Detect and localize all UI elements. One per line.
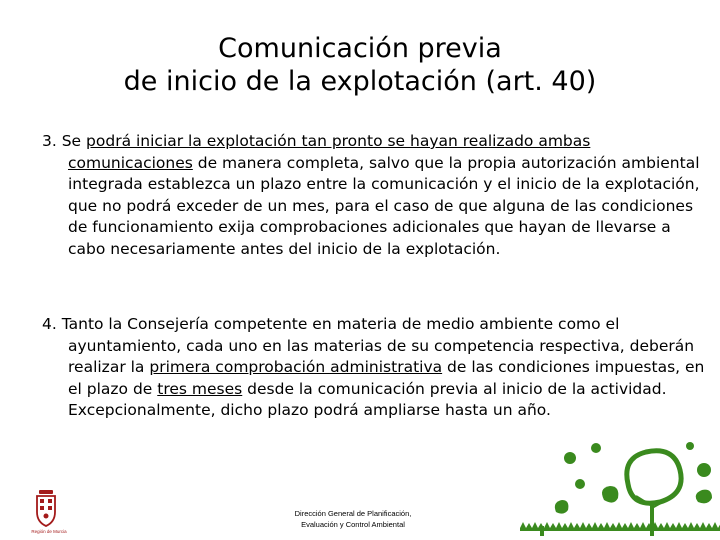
slide-title-line-2: de inicio de la explotación (art. 40) [123,66,597,97]
decorative-green-tree-illustration [500,440,720,540]
footer-line-2: Evaluación y Control Ambiental [301,520,405,529]
paragraph-4-text-c: desde la comunicación previa al inicio de la actividad. Excepcionalmente, dicho plazo podrá ampliarse hasta un año. [68,379,667,420]
footer-department [268,508,438,530]
paragraph-4-text-b: de las condiciones impuestas, en el plazo de [68,358,705,398]
paragraph-4-text-a: Tanto la Consejería competente en materia de medio ambiente como el ayuntamiento, cada uno en las materias de su competencia respectiva, deberán realizar la [61,315,695,377]
region-crest-caption: Región de Murcia [31,529,67,534]
footer-line-1: Dirección General de Planificación, [294,509,412,518]
paragraph-4-underlined-b: tres meses [157,379,243,398]
paragraph-3-text-a: Se [61,132,87,150]
slide-title [0,32,720,98]
paragraph-3-underlined: podrá iniciar la explotación tan pronto se hayan realizado ambas comunicaciones [68,132,591,172]
paragraph-4-underlined-a: primera comprobación administrativa [149,358,443,377]
paragraph-3-number: 3. [42,132,62,150]
slide-title-line-1: Comunicación previa [218,33,502,64]
paragraph-4 [42,314,708,422]
paragraph-3 [42,131,708,261]
paragraph-3-text-b: de manera completa, salvo que la propia autorización ambiental integrada establezca un plazo entre la comunicación y el inicio de la explotación, que no podrá exceder de un mes, para el caso de que alguna de las condiciones de funcionamiento exija comprobaciones adicionales que hayan de llevarse a cabo necesariamente antes del inicio de la explotación. [68,153,700,258]
paragraph-4-number: 4. [42,315,62,333]
